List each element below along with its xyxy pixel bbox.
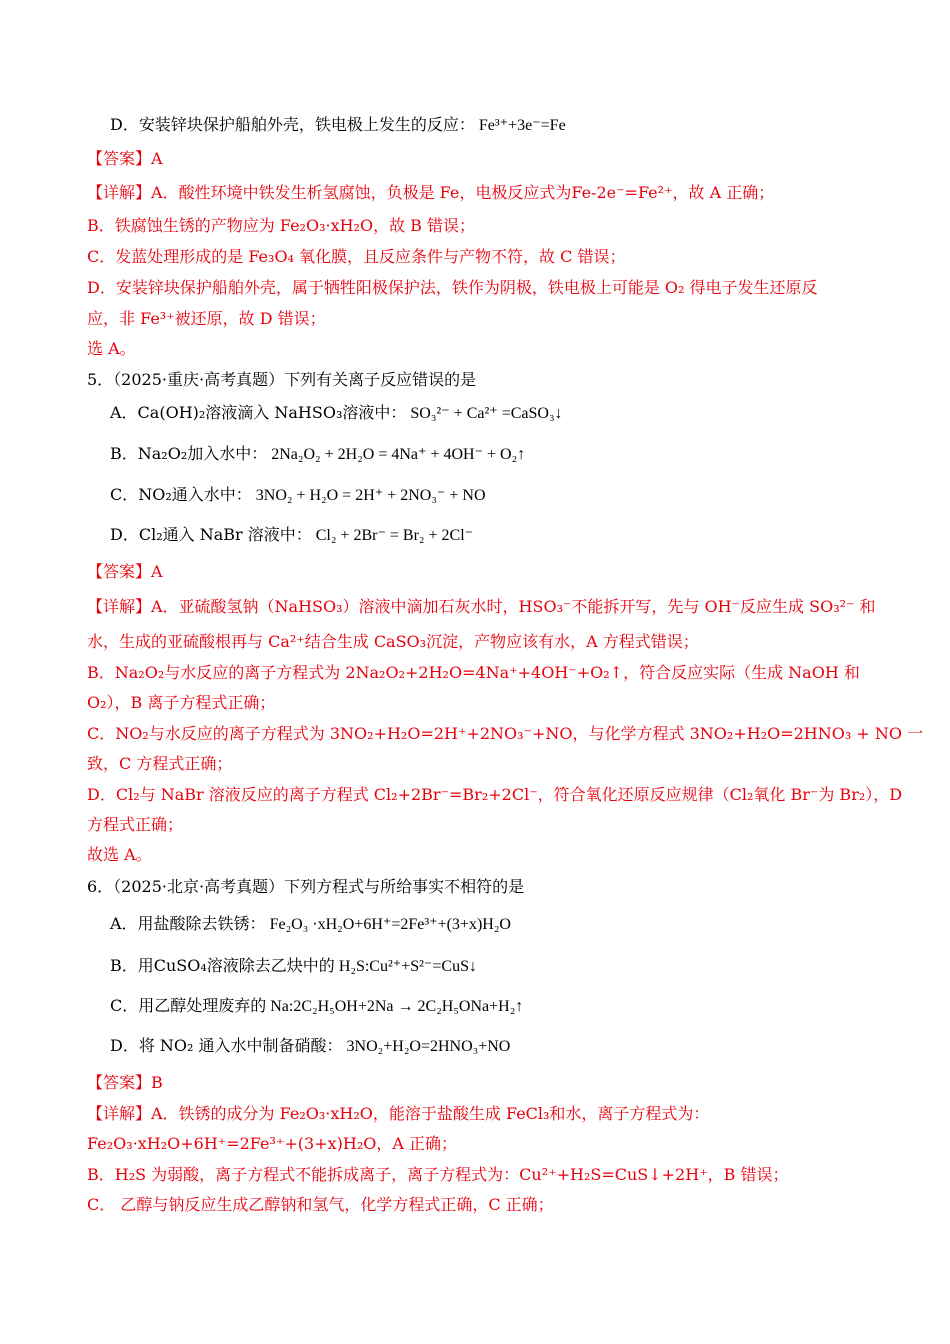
q6-option-d: D．将 NO₂ 通入水中制备硝酸： 3NO₂+H₂O=2HNO₃+NO [110,1036,511,1055]
q5-answer: 【答案】A [87,562,163,581]
q6-explanation-c: C． 乙醇与钠反应生成乙醇钠和氢气，化学方程式正确，C 正确； [87,1195,554,1214]
q5-option-b: B．Na₂O₂加入水中： 2Na₂O₂ + 2H₂O = 4Na⁺ + 4OH⁻ + O₂↑ [110,444,526,463]
q5-explanation-b-line2: O₂），B 离子方程式正确； [87,693,276,712]
q5-option-a-equation: SO₃²⁻ + Ca²⁺ =CaSO₃↓ [410,405,563,422]
q5-explanation-a-line1: 【详解】A．亚硫酸氢钠（NaHSO₃）溶液中滴加石灰水时，HSO₃⁻不能拆开写，先与 OH⁻反应生成 SO₃²⁻ 和 [87,597,876,616]
q6-stem: 6．（2025·北京·高考真题）下列方程式与所给事实不相符的是 [87,877,525,896]
q6-option-c-equation: Na:2C₂H₅OH+2Na → 2C₂H₅ONa+H₂↑ [270,998,524,1015]
q6-explanation-b: B．H₂S 为弱酸，离子方程式不能拆成离子，离子方程式为：Cu²⁺+H₂S=CuS↓+2H⁺，B 错误； [87,1165,789,1184]
q4-answer: 【答案】A [87,149,163,168]
q4-explanation-b: B．铁腐蚀生锈的产物应为 Fe₂O₃·xH₂O，故 B 错误； [87,216,476,235]
q5-explanation-d-line1: D．Cl₂与 NaBr 溶液反应的离子方程式 Cl₂+2Br⁻=Br₂+2Cl⁻，符合氧化还原反应规律（Cl₂氧化 Br⁻为 Br₂），D [87,785,903,804]
q5-explanation-c-line2: 致，C 方程式正确； [87,754,233,773]
q5-option-c-equation: 3NO₂ + H₂O = 2H⁺ + 2NO₃⁻ + NO [255,487,486,504]
q4-explanation-d-line2: 应，非 Fe³⁺被还原，故 D 错误； [87,309,326,328]
q5-option-b-equation: 2Na₂O₂ + 2H₂O = 4Na⁺ + 4OH⁻ + O₂↑ [271,446,526,463]
q5-option-a: A．Ca(OH)₂溶液滴入 NaHSO₃溶液中： SO₃²⁻ + Ca²⁺ =CaSO₃↓ [110,403,563,422]
q5-explanation-a-line2: 水，生成的亚硫酸根再与 Ca²⁺结合生成 CaSO₃沉淀，产物应该有水，A 方程式错误； [87,632,699,651]
q5-explanation-b-line1: B．Na₂O₂与水反应的离子方程式为 2Na₂O₂+2H₂O=4Na⁺+4OH⁻+O₂↑，符合反应实际（生成 NaOH 和 [87,663,860,682]
q5-explanation-d-line2: 方程式正确； [87,815,184,834]
q5-option-d-equation: Cl₂ + 2Br⁻ = Br₂ + 2Cl⁻ [315,527,474,544]
q4-explanation-d-line1: D．安装锌块保护船舶外壳，属于牺牲阳极保护法，铁作为阴极，铁电极上可能是 O₂ 得电子发生还原反 [87,278,818,297]
q6-option-b: B．用CuSO₄溶液除去乙炔中的 H₂S:Cu²⁺+S²⁻=CuS↓ [110,956,477,975]
q5-option-c: C．NO₂通入水中： 3NO₂ + H₂O = 2H⁺ + 2NO₃⁻ + NO [110,485,486,504]
q6-option-b-equation: H₂S:Cu²⁺+S²⁻=CuS↓ [338,958,477,975]
q5-stem: 5．（2025·重庆·高考真题）下列有关离子反应错误的是 [87,370,477,389]
q4-explanation-c: C．发蓝处理形成的是 Fe₃O₄ 氧化膜，且反应条件与产物不符，故 C 错误； [87,247,626,266]
q6-option-a-equation: Fe₂O₃ ·xH₂O+6H⁺=2Fe³⁺+(3+x)H₂O [269,916,511,933]
q4-option-d-equation: Fe³⁺+3e⁻=Fe [478,117,566,134]
q5-conclusion: 故选 A。 [87,845,152,864]
q6-explanation-a-line1: 【详解】A．铁锈的成分为 Fe₂O₃·xH₂O，能溶于盐酸生成 FeCl₃和水，离子方程式为： [87,1104,710,1123]
q4-explanation-a: 【详解】A．酸性环境中铁发生析氢腐蚀，负极是 Fe，电极反应式为Fe-2e⁻=Fe²⁺，故 A 正确； [87,183,775,202]
q6-answer: 【答案】B [87,1073,163,1092]
q4-conclusion: 选 A。 [87,339,136,358]
q6-explanation-a-line2: Fe₂O₃·xH₂O+6H⁺=2Fe³⁺+(3+x)H₂O，A 正确； [87,1134,457,1153]
q6-option-d-equation: 3NO₂+H₂O=2HNO₃+NO [346,1038,511,1055]
q6-option-a: A．用盐酸除去铁锈： Fe₂O₃ ·xH₂O+6H⁺=2Fe³⁺+(3+x)H₂O [110,914,511,933]
q6-option-c: C．用乙醇处理废弃的 Na:2C₂H₅OH+2Na → 2C₂H₅ONa+H₂↑ [110,996,524,1015]
q5-explanation-c-line1: C．NO₂与水反应的离子方程式为 3NO₂+H₂O=2H⁺+2NO₃⁻+NO，与化学方程式 3NO₂+H₂O=2HNO₃ + NO 一 [87,724,924,743]
q5-option-d: D．Cl₂通入 NaBr 溶液中： Cl₂ + 2Br⁻ = Br₂ + 2Cl⁻ [110,525,474,544]
q4-option-d: D．安装锌块保护船舶外壳，铁电极上发生的反应： Fe³⁺+3e⁻=Fe [110,115,566,134]
